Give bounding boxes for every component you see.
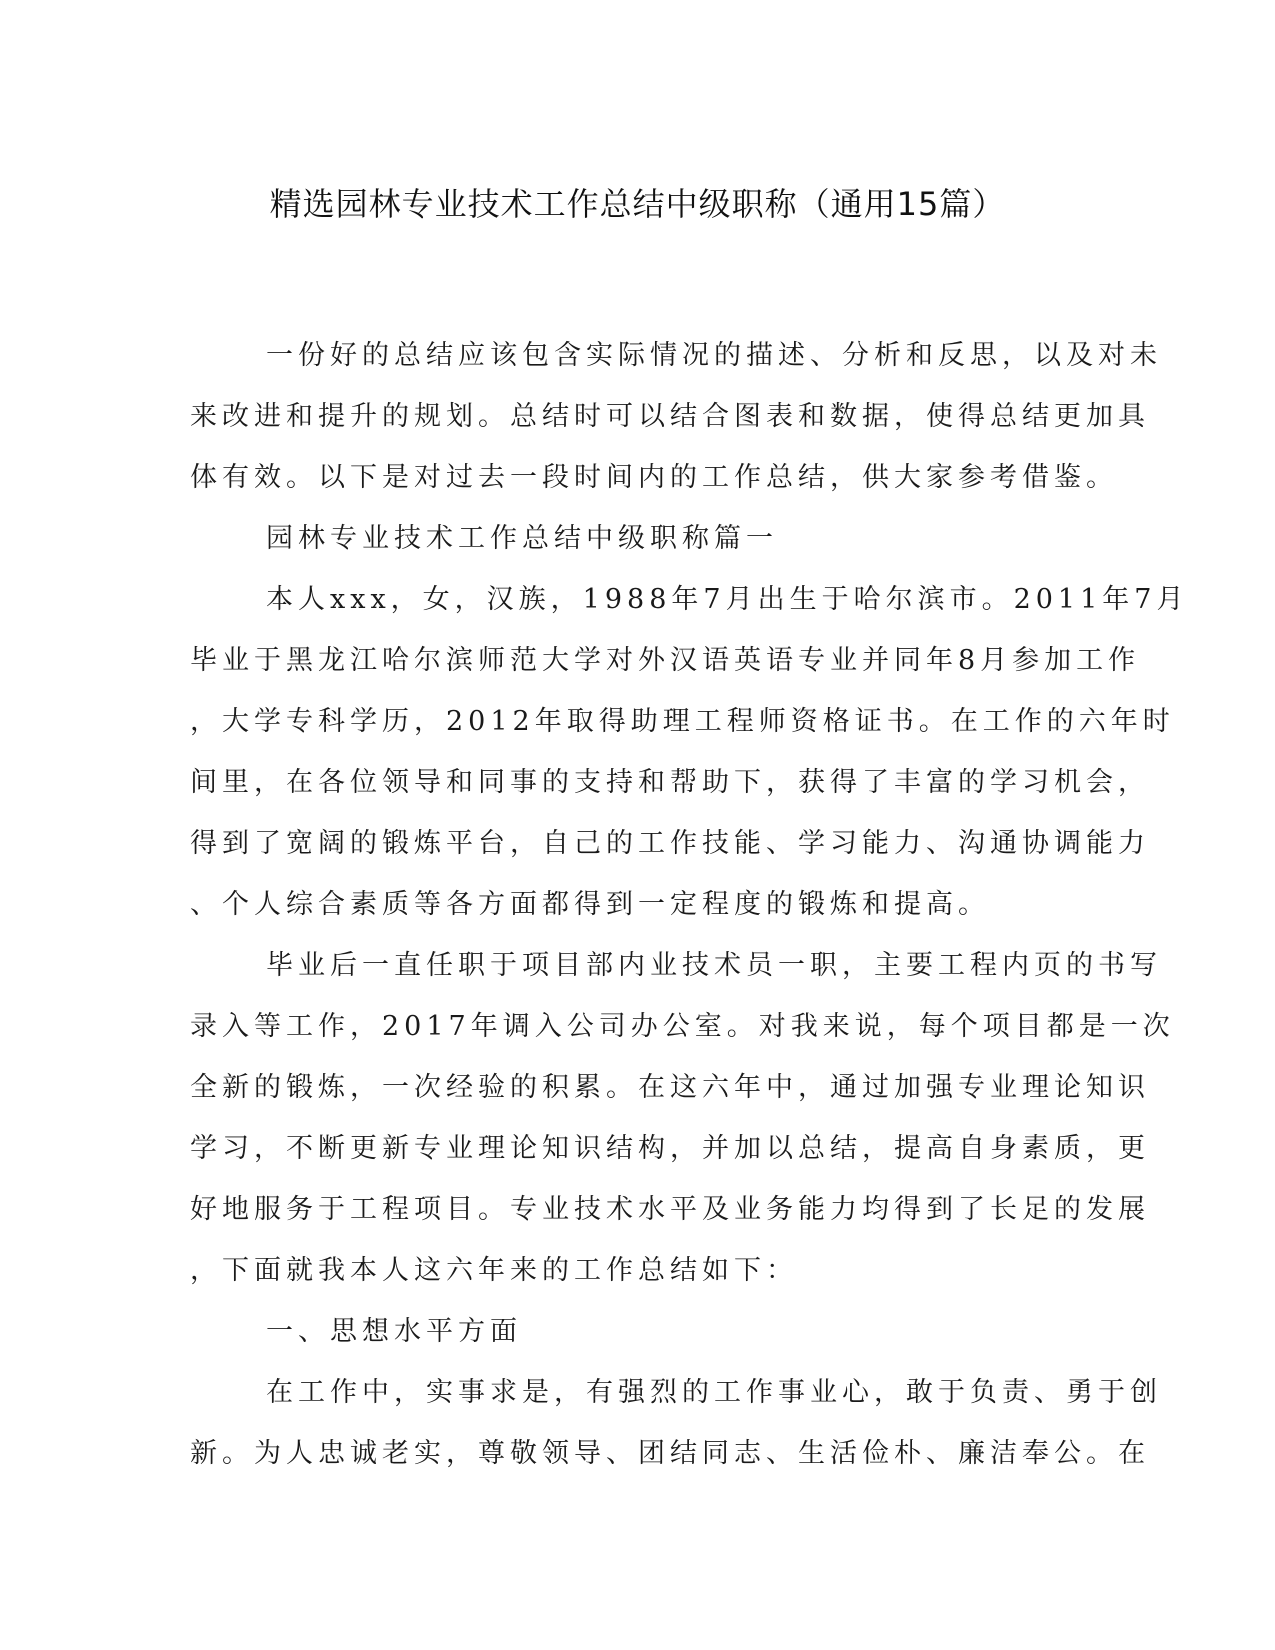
text-line: 间里，在各位领导和同事的支持和帮助下，获得了丰富的学习机会， — [190, 767, 1150, 798]
text-line: 在工作中，实事求是，有强烈的工作事业心，敢于负责、勇于创 — [266, 1377, 1162, 1408]
text-line: 全新的锻炼，一次经验的积累。在这六年中，通过加强专业理论知识 — [190, 1072, 1150, 1103]
section-heading: 一、思想水平方面 — [266, 1316, 522, 1347]
text-line: ，大学专科学历，2012年取得助理工程师资格证书。在工作的六年时 — [190, 706, 1175, 737]
section-heading: 园林专业技术工作总结中级职称篇一 — [266, 523, 778, 554]
text-line: 体有效。以下是对过去一段时间内的工作总结，供大家参考借鉴。 — [190, 462, 1118, 493]
text-line: 毕业于黑龙江哈尔滨师范大学对外汉语英语专业并同年8月参加工作 — [190, 645, 1141, 676]
text-line: 学习，不断更新专业理论知识结构，并加以总结，提高自身素质，更 — [190, 1133, 1150, 1164]
text-line: 来改进和提升的规划。总结时可以结合图表和数据，使得总结更加具 — [190, 401, 1150, 432]
text-line: 好地服务于工程项目。专业技术水平及业务能力均得到了长足的发展 — [190, 1194, 1150, 1225]
document-title: 精选园林专业技术工作总结中级职称（通用15篇） — [269, 185, 1006, 223]
text-line: 、个人综合素质等各方面都得到一定程度的锻炼和提高。 — [190, 889, 990, 920]
document-body — [190, 325, 1189, 1484]
text-line: 新。为人忠诚老实，尊敬领导、团结同志、生活俭朴、廉洁奉公。在 — [190, 1438, 1150, 1469]
text-line: 一份好的总结应该包含实际情况的描述、分析和反思，以及对未 — [266, 340, 1162, 371]
text-line: 得到了宽阔的锻炼平台，自己的工作技能、学习能力、沟通协调能力 — [190, 828, 1150, 859]
text-line: 录入等工作，2017年调入公司办公室。对我来说，每个项目都是一次 — [190, 1011, 1175, 1042]
text-line: 毕业后一直任职于项目部内业技术员一职，主要工程内页的书写 — [266, 950, 1162, 981]
text-line: ，下面就我本人这六年来的工作总结如下： — [190, 1255, 798, 1286]
text-line: 本人xxx，女，汉族，1988年7月出生于哈尔滨市。2011年7月 — [266, 584, 1189, 615]
